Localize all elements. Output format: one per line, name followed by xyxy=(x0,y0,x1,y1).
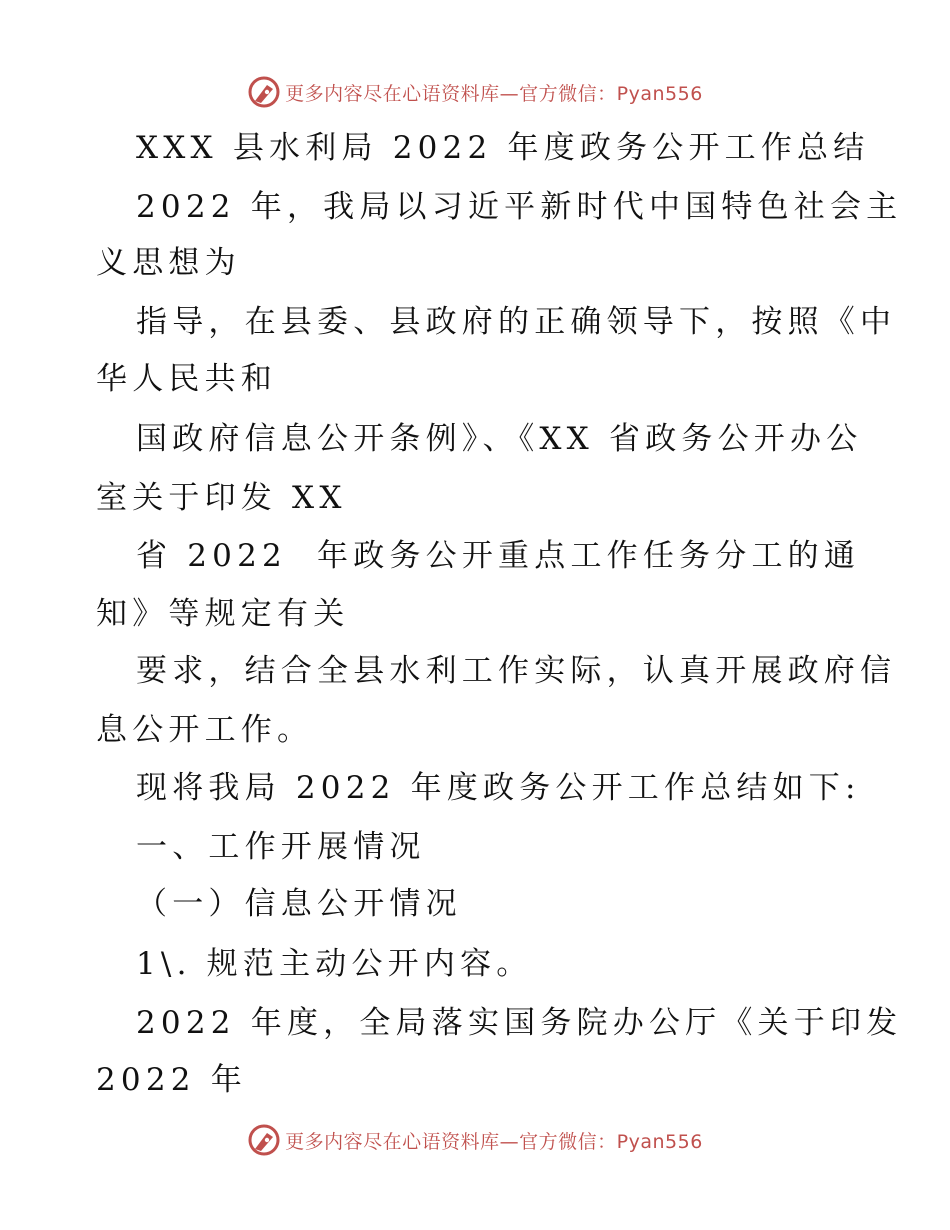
footer-watermark-banner xyxy=(0,1120,950,1160)
paragraph-line: 知》等规定有关 xyxy=(96,596,350,632)
header-watermark-banner xyxy=(0,72,950,112)
document-title: XXX 县水利局 2022 年度政务公开工作总结 xyxy=(136,130,870,166)
section-heading: 一、工作开展情况 xyxy=(136,829,426,865)
item-heading: 1\. 规范主动公开内容。 xyxy=(136,946,533,982)
paragraph-line: 指导，在县委、县政府的正确领导下，按照《中 xyxy=(136,304,897,340)
paragraph-line: 2022 年，我局以习近平新时代中国特色社会主 xyxy=(136,189,903,225)
paragraph-line: 2022 年度，全局落实国务院办公厅《关于印发 xyxy=(136,1005,903,1041)
paragraph-line: 息公开工作。 xyxy=(96,712,314,748)
pen-nib-logo-icon xyxy=(247,75,281,109)
paragraph-line: 华人民共和 xyxy=(96,361,277,397)
subsection-heading: （一）信息公开情况 xyxy=(136,886,462,922)
paragraph-line: 现将我局 2022 年度政务公开工作总结如下: xyxy=(136,770,861,806)
banner-text: 更多内容尽在心语资料库—官方微信：Pyan556 xyxy=(285,82,703,105)
paragraph-line: 2022 年 xyxy=(96,1062,247,1098)
paragraph-line: 国政府信息公开条例》、《XX 省政务公开办公 xyxy=(136,421,863,457)
banner-text: 更多内容尽在心语资料库—官方微信：Pyan556 xyxy=(285,1130,703,1153)
paragraph-line: 要求，结合全县水利工作实际，认真开展政府信 xyxy=(136,653,897,689)
paragraph-line: 省 2022 年政务公开重点工作任务分工的通 xyxy=(136,538,861,574)
paragraph-line: 义思想为 xyxy=(96,245,241,281)
paragraph-line: 室关于印发 XX xyxy=(96,480,347,516)
pen-nib-logo-icon xyxy=(247,1123,281,1157)
